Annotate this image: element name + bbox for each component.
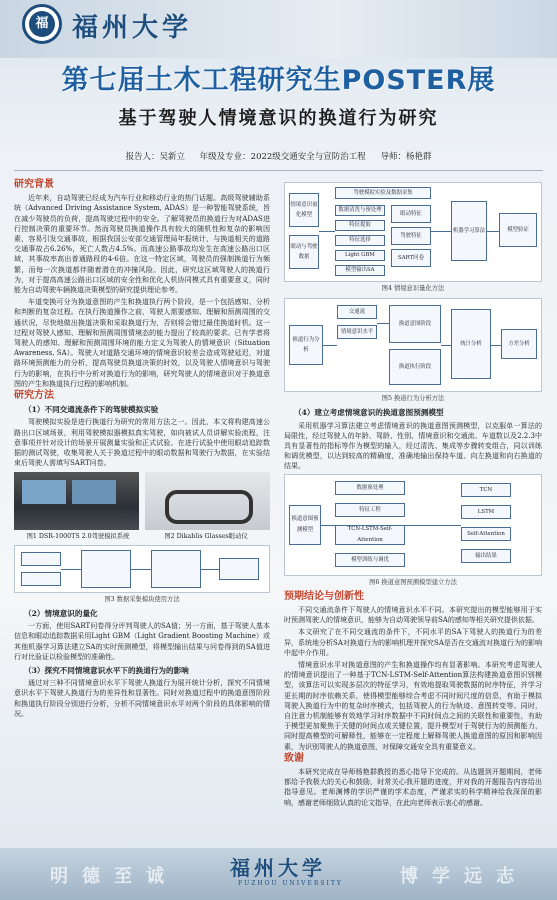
method-subtitle-2: （2）情境意识的量化 <box>24 608 98 618</box>
glasses-icon <box>165 490 253 524</box>
diagram-box: 数据清洗与预处理 <box>335 205 385 216</box>
arrow-line <box>319 231 335 232</box>
diagram-box: 眼动与驾驶数据 <box>289 235 319 269</box>
diagram-box <box>21 572 61 586</box>
figure-5-caption: 图5 换道行为分析方法 <box>381 395 445 403</box>
arrow-line <box>131 569 151 570</box>
diagram-box: SART问卷 <box>391 249 431 267</box>
method-paragraph-1: 驾驶模拟实验是进行换道行为研究的常用方法之一。因此，本文将构建高速公路出口区域场景，利用驾驶模拟器模拟真实驾驶，如向被试人员讲解实验流程，注意事项并针对设计的场景开展测量实验和正式试验。在进行试验中使用眼动追踪数据的测试驾驶，收集驾驶人关于换道过程中的眼动数据和驾驶行为数据，在实验结束后驾驶人需填写SART问卷。 <box>14 418 270 468</box>
arrow-line <box>323 345 337 346</box>
figure-row-photos <box>14 472 270 530</box>
method-paragraph-4: 采用机器学习算法建立考虑情境意识的换道意图预测模型，以克服单一算法的局限性，经过驾驶人的年龄、驾龄、性别、情境意识和交通流、车道数以及2.2.3中具有显著性的指标等作为模型的输入，经过清洗、集成等步骤转变组合，同以训练和调优模型，以达到较高的精确度，准确地输出保持车道、向左换道和向右换道的结果。 <box>284 421 542 471</box>
conclusion-paragraph-3: 情境意识水平对换道意图的产生和换道操作均有显著影响。本研究考虑驾驶人的情境意识提出了一种基于TCN-LSTM-Self-Attention算法构建换道意图识别模型，该算法可以实现多层次的特征学习，有效地提取驾驶数据的时序特征，并学习更长期的时序依赖关系，使得模型能够综合考虑不同时间尺度的信息，有助于模拟驾驶人换道行为中的复杂时序模式，包括驾驶人的行为轨迹、意图转变等。同时，自注意力机制能够有效地学习时序数据中不同时间点之间的关联性和重要性，有助于模型更加聚焦于关键的时间点或关键位置，提升模型对于驾驶行为的预测能力，同时提高模型的可解释性，能够在一定程度上解释驾驶人换道意图的原因和影响因素，为识别驾驶人的换道意图，对保障交通安全具有重要意义。 <box>284 661 542 751</box>
diagram-box: 眼动特征 <box>391 205 431 223</box>
method-paragraph-2: 一方面，使用SART问卷得分评判驾驶人的SA值；另一方面，基于驾驶人基本信息和眼动追踪数据采用Light GBM（Light Gradient Boosting Machine）或其他机器学习算法建立SA的实时预测模型，将模型输出结果与问卷得到的SA值进行对比验证以检验模型的准确性。 <box>14 622 270 661</box>
diagram-box: 驾驶模拟实验及数据采集 <box>335 187 431 199</box>
footer-university-en: FUZHOU UNIVERSITY <box>238 880 343 887</box>
diagram-box: 特征工程 <box>335 503 405 517</box>
method-paragraph-3: 通过对三种不同情境意识水平下驾驶人换道行为展开统计分析，探究不同情境意识水平下驾驶人换道行为的差异性和显著性。同时对换道过程中的换道意图阶段和换道执行阶段分别进行分析，分析不同情境意识水平对两个阶段的具体影响的情况。 <box>14 679 270 718</box>
diagram-box: 方差分析 <box>501 329 537 359</box>
diagram-box: 驾驶特征 <box>391 227 431 245</box>
simulator-screen <box>22 480 66 504</box>
arrow-line <box>321 525 335 526</box>
diagram-box: Light GBM <box>335 250 385 261</box>
figure-1-caption: 图1 DSR-1000TS 2.0驾驶模拟系统 <box>26 533 130 541</box>
footer-motto-left: 明德至诚 <box>50 866 178 887</box>
figure-3-diagram <box>14 545 270 593</box>
footer-logo: 福州大学 <box>230 856 326 880</box>
diagram-box: 模型验证 <box>499 213 537 247</box>
poster-event-title: 第七届土木工程研究生POSTER展 <box>61 65 496 96</box>
diagram-box: 情境意识量化模型 <box>289 193 319 227</box>
diagram-box: 情境意识水平 <box>337 325 377 339</box>
figure-6-diagram <box>284 474 542 576</box>
diagram-box: 统计分析 <box>451 309 491 379</box>
divider <box>14 170 543 171</box>
section-background-title: 研究背景 <box>14 179 54 190</box>
arrow-line <box>61 569 81 570</box>
grade-major: 年级及专业：2022级交通安全与宣防治工程 <box>199 152 366 162</box>
conclusion-paragraph-2: 本文研究了在不同交通流的条件下，不同水平的SA下驾驶人的换道行为的差异，系统地分析SA对换道行为的影响机理并探究SA是否在交通流对换道行为的影响中起中介作用。 <box>284 628 542 657</box>
university-logo <box>22 4 62 44</box>
arrow-line <box>405 525 461 526</box>
diagram-box: 输出结果 <box>461 549 511 563</box>
thanks-paragraph: 本研究完成在导师杨艳群教授的悉心指导下完成的。从选题到开题期间，老师都给予我极大的关心和鼓励，时常关心我开题的进度，并对我的开题报告内容给出指导意见。老师渊博的学识严谨的学术态度，严谨求实的科学精神给我深深的影响，感谢老师细致认真的论文指导，在此向老师表示衷心的感谢。 <box>284 768 542 807</box>
background-paragraph-2: 车道变换可分为换道意图的产生和换道执行两个阶段，是一个包括感知、分析和判断的复杂过程。在执行换道操作之前，驾驶人需要感知、理解和预测周围的交通状况，尽快地做出换道决策和采取换道行为，否则将会错过最佳换道时机。这一过程对驾驶人感知、理解和预测周围情境态的能力提出了较高的要求。已有学者将驾驶人的感知、理解和预测周围环境的能力定义为驾驶人的情境意识（Situation Awareness, SA）。驾驶人对道路交通环境的情境意识较差会造成驾驶延迟，对道路环境预测能力的分析，提高驾驶员换道决策的时效，以及驾驶人情境意识与驾驶行为的影响，在执行中分析对换道行为的影响，研究驾驶人的情境意识对于换道意图的产生和换道执行过程的影响机制。 <box>14 298 270 388</box>
diagram-box <box>151 550 201 588</box>
figure-2-caption: 图2 Dikablis Glasses眼动仪 <box>164 533 248 541</box>
simulator-screen <box>72 480 116 504</box>
method-subtitle-4: （4）建立考虑情境意识的换道意图预测模型 <box>294 408 444 418</box>
author-line <box>0 150 557 162</box>
figure-4-diagram <box>284 182 542 282</box>
arrow-line <box>201 569 219 570</box>
arrow-line <box>377 323 389 324</box>
diagram-box: Self-Attention <box>461 527 511 541</box>
research-title: 基于驾驶人情境意识的换道行为研究 <box>118 108 439 129</box>
arrow-line <box>431 231 451 232</box>
footer-motto-right: 博学远志 <box>400 866 528 887</box>
diagram-box: TCN-LSTM-Self-Attention <box>335 525 405 545</box>
diagram-box <box>219 558 259 580</box>
diagram-box: TCN <box>461 483 511 497</box>
diagram-box: 特征选择 <box>335 235 385 246</box>
section-thanks-title: 致谢 <box>284 752 304 764</box>
diagram-box: 换道执行阶段 <box>389 349 441 385</box>
diagram-box: 换道意图阶段 <box>389 305 441 343</box>
arrow-line <box>487 231 499 232</box>
arrow-line <box>441 345 451 346</box>
section-conclusion-title: 预期结论与创新性 <box>284 590 364 602</box>
diagram-box: 数据预处理 <box>335 481 405 495</box>
section-method-title: 研究方法 <box>14 390 54 402</box>
photo-captions <box>14 532 270 542</box>
figure-4-caption: 图4 情境意识量化方法 <box>381 285 445 292</box>
conclusion-paragraph-1: 不同交通流条件下驾驶人的情境意识水平不同。本研究提出的模型能够用于实时预测驾驶人的情境意识，能够为自动驾驶领导前SA的感知等相关研究提供依据。 <box>284 606 542 625</box>
diagram-box: 换道行为分析 <box>289 325 323 365</box>
diagram-box: 模型训练与调优 <box>335 553 405 567</box>
method-subtitle-3: （3）探究不同情境意识水平下的换道行为的影响 <box>24 665 189 675</box>
figure-6-caption: 图6 换道意图预测模型建立方法 <box>369 578 457 586</box>
diagram-box: LSTM <box>461 505 511 519</box>
footer-band <box>0 848 557 900</box>
diagram-box: 交通流 <box>337 305 377 319</box>
diagram-box: 换道意图预测模型 <box>289 505 321 545</box>
diagram-box <box>21 552 61 566</box>
eye-tracker-photo <box>145 472 270 530</box>
figure-5-diagram <box>284 298 542 392</box>
reporter: 报告人：吴新立 <box>125 152 185 162</box>
diagram-box <box>81 550 131 588</box>
logo-emblem: 福 <box>29 11 55 37</box>
method-subtitle-1: （1）不同交通流条件下的驾驶模拟实验 <box>24 405 159 415</box>
advisor: 导师：杨艳群 <box>380 152 432 162</box>
university-name: 福州大学 <box>72 13 193 43</box>
arrow-line <box>491 345 501 346</box>
diagram-box: 机器学习算法 <box>451 201 487 261</box>
figure-3-caption: 图3 数据采集模块使用方法 <box>104 595 180 603</box>
left-column <box>14 180 270 721</box>
right-column <box>284 180 542 810</box>
driving-simulator-photo <box>14 472 139 530</box>
diagram-box: 模型输出SA <box>335 265 385 276</box>
diagram-box: 特征提取 <box>335 220 385 231</box>
background-paragraph-1: 近年来，自动驾驶已经成为汽车行业和移动行业的热门话题。高级驾驶辅助系统（Advanced Driving Assistance System, ADAS）是一种智能驾驶系统，旨在减少驾驶员的负荷，提高驾驶过程中的安全。了解驾驶员的换道行为对ADAS进行控制决策的重要环节。然而驾驶员换道操作具有较大的随机性和复杂的影响因素，容易引发交通事故，根据我国公安部交通管理局年报统计，与换道相关的道路交通事故占6.26%，死亡人数占4.5%。而高速公路事故均发生在高速公路出口区域，其事故率高出普通路段的4-6倍。在这一特定区域，驾驶员的强制换道行为频繁，而每一次换道都伴随着潜在的冲撞风险。因此，研究这区域驾驶人的换道行为，对于提高高速公路出口区域的安全性和优化人机协同模式具有重要意义，同时能为自动驾驶车辆换道决策模型的研究提供理论参考。 <box>14 194 270 295</box>
